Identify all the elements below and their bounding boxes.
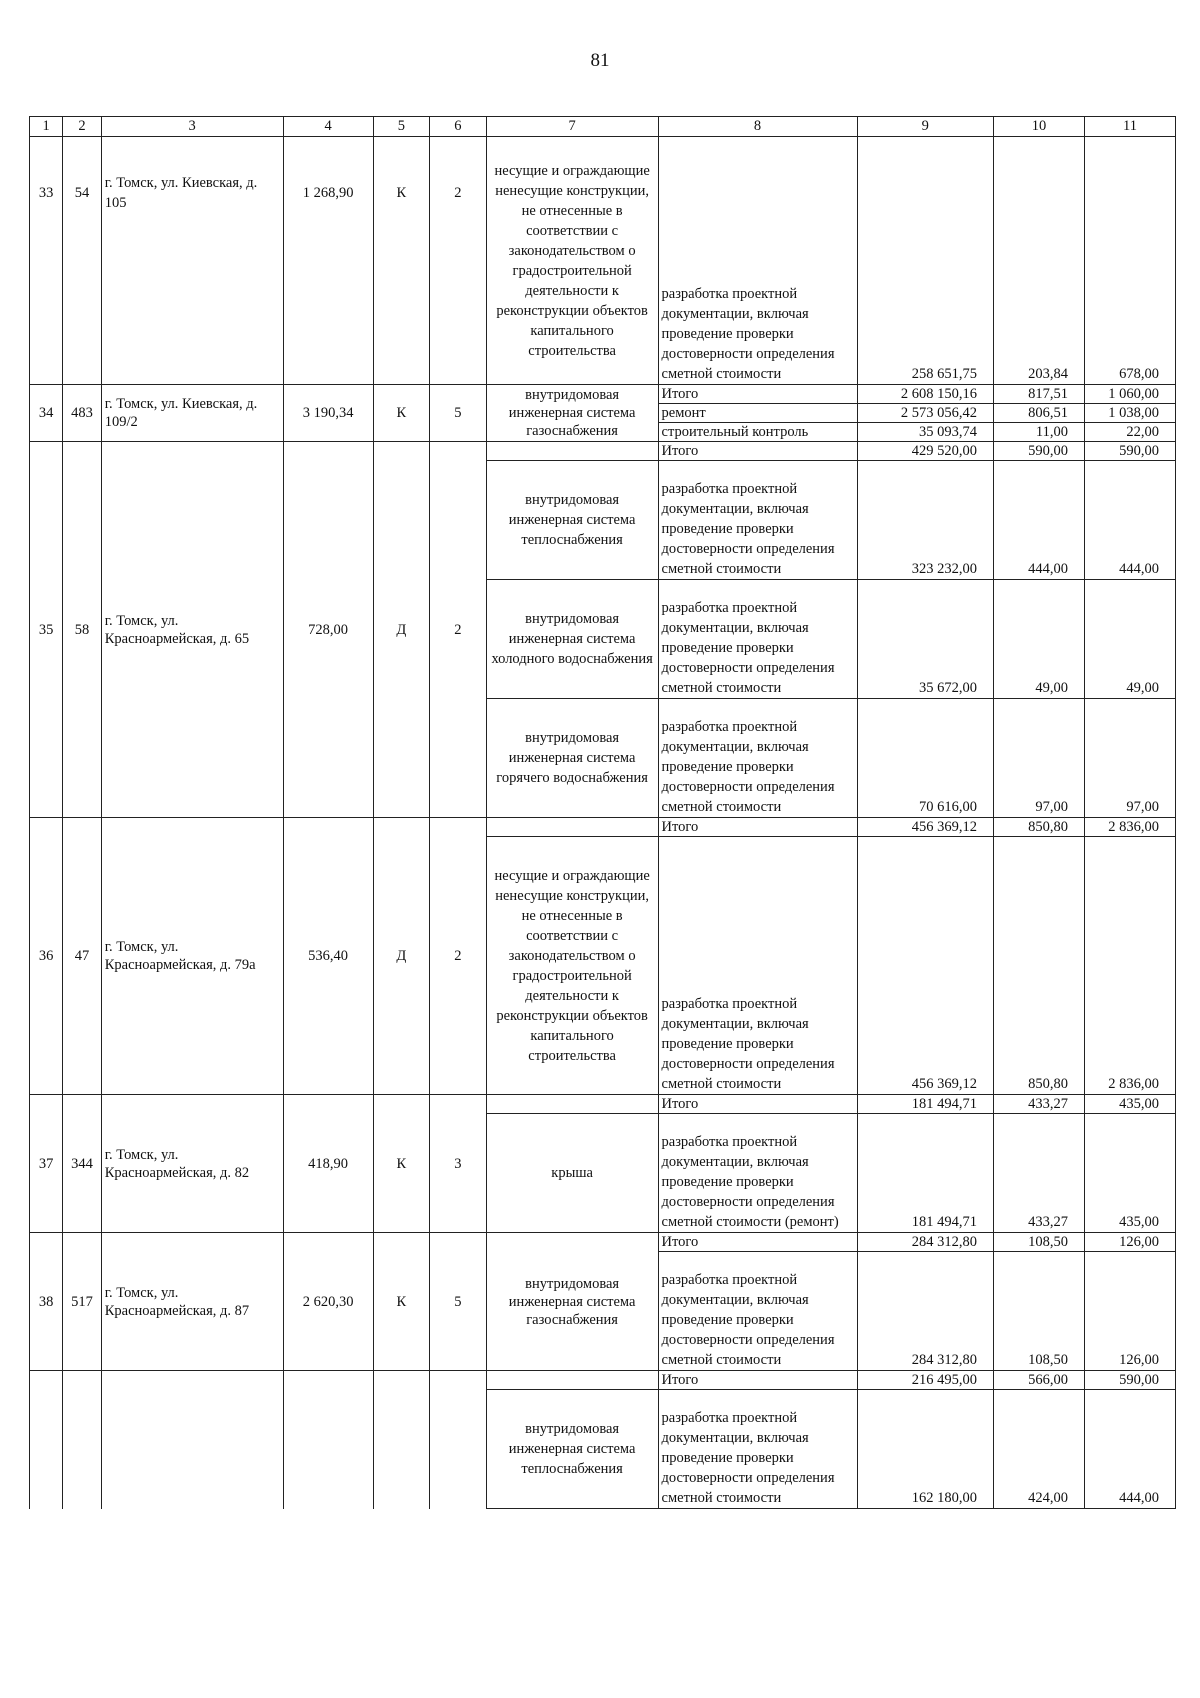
- area-empty: [283, 1371, 373, 1509]
- structure-element: внутридомовая инженерная система газоснабжения: [486, 1233, 658, 1371]
- floors: 3: [430, 1095, 487, 1233]
- unit-cost-value: 806,51: [994, 404, 1085, 423]
- structure-element: внутридомовая инженерная система газоснабжения: [486, 385, 658, 442]
- floors-empty: [430, 1371, 487, 1509]
- work-type: разработка проектной документации, включая проведение проверки достоверности определения сметной стоимости: [658, 699, 857, 818]
- work-type: разработка проектной документации, включая проведение проверки достоверности определения сметной стоимости: [658, 137, 857, 385]
- structure-element-empty: [486, 442, 658, 461]
- unit-cost-value: 203,84: [994, 137, 1085, 385]
- itogo-label: Итого: [658, 1233, 857, 1252]
- house-id: 483: [63, 385, 101, 442]
- unit-cost-value: 433,27: [994, 1114, 1085, 1233]
- row-number: 33: [30, 137, 63, 385]
- max-cost-value: 1 038,00: [1084, 404, 1175, 423]
- col-header: 9: [857, 117, 993, 137]
- structure-element: крыша: [486, 1114, 658, 1233]
- max-cost-value: 590,00: [1084, 1371, 1175, 1390]
- area: 418,90: [283, 1095, 373, 1233]
- table-row: [30, 1371, 1176, 1390]
- house-id-empty: [63, 1371, 101, 1509]
- row-number: 37: [30, 1095, 63, 1233]
- house-type: К: [373, 1095, 430, 1233]
- work-type: разработка проектной документации, включая проведение проверки достоверности определения сметной стоимости: [658, 837, 857, 1095]
- cost-value: 284 312,80: [857, 1233, 993, 1252]
- address: г. Томск, ул. Красноармейская, д. 79а: [101, 818, 283, 1095]
- area: 2 620,30: [283, 1233, 373, 1371]
- cost-value: 258 651,75: [857, 137, 993, 385]
- col-header: 10: [994, 117, 1085, 137]
- page-number: 81: [590, 50, 610, 71]
- area: 536,40: [283, 818, 373, 1095]
- col-header: 1: [30, 117, 63, 137]
- house-type: К: [373, 1233, 430, 1371]
- area: 1 268,90: [283, 137, 373, 385]
- floors: 2: [430, 818, 487, 1095]
- max-cost-value: 126,00: [1084, 1233, 1175, 1252]
- max-cost-value: 1 060,00: [1084, 385, 1175, 404]
- work-type: строительный контроль: [658, 423, 857, 442]
- house-type: Д: [373, 818, 430, 1095]
- itogo-label: Итого: [658, 1371, 857, 1390]
- work-type: разработка проектной документации, включая проведение проверки достоверности определения сметной стоимости: [658, 1252, 857, 1371]
- address: г. Томск, ул. Киевская, д. 105: [101, 137, 283, 385]
- unit-cost-value: 850,80: [994, 837, 1085, 1095]
- row-number: 38: [30, 1233, 63, 1371]
- work-type: ремонт: [658, 404, 857, 423]
- col-header: 8: [658, 117, 857, 137]
- cost-value: 456 369,12: [857, 818, 993, 837]
- cost-value: 2 608 150,16: [857, 385, 993, 404]
- max-cost-value: 435,00: [1084, 1095, 1175, 1114]
- col-header: 6: [430, 117, 487, 137]
- house-id: 517: [63, 1233, 101, 1371]
- row-number-empty: [30, 1371, 63, 1509]
- house-type-empty: [373, 1371, 430, 1509]
- house-type: К: [373, 137, 430, 385]
- house-id: 344: [63, 1095, 101, 1233]
- max-cost-value: 126,00: [1084, 1252, 1175, 1371]
- unit-cost-value: 444,00: [994, 461, 1085, 580]
- column-number-row: [30, 117, 1176, 137]
- table-row: [30, 137, 1176, 385]
- structure-element-empty: [486, 1095, 658, 1114]
- unit-cost-value: 433,27: [994, 1095, 1085, 1114]
- row-number: 34: [30, 385, 63, 442]
- unit-cost-value: 108,50: [994, 1252, 1085, 1371]
- floors: 5: [430, 385, 487, 442]
- house-type: К: [373, 385, 430, 442]
- max-cost-value: 2 836,00: [1084, 837, 1175, 1095]
- work-type: разработка проектной документации, включая проведение проверки достоверности определения сметной стоимости: [658, 1390, 857, 1509]
- unit-cost-value: 566,00: [994, 1371, 1085, 1390]
- house-id: 54: [63, 137, 101, 385]
- house-type: Д: [373, 442, 430, 818]
- table-row: [30, 442, 1176, 461]
- unit-cost-value: 108,50: [994, 1233, 1085, 1252]
- address: г. Томск, ул. Красноармейская, д. 82: [101, 1095, 283, 1233]
- max-cost-value: 678,00: [1084, 137, 1175, 385]
- cost-value: 35 093,74: [857, 423, 993, 442]
- table-row: [30, 1095, 1176, 1114]
- table-row: [30, 1233, 1176, 1252]
- cost-value: 162 180,00: [857, 1390, 993, 1509]
- cost-value: 2 573 056,42: [857, 404, 993, 423]
- col-header: 3: [101, 117, 283, 137]
- unit-cost-value: 49,00: [994, 580, 1085, 699]
- cost-value: 323 232,00: [857, 461, 993, 580]
- cost-value: 216 495,00: [857, 1371, 993, 1390]
- row-number: 35: [30, 442, 63, 818]
- col-header: 2: [63, 117, 101, 137]
- floors: 5: [430, 1233, 487, 1371]
- unit-cost-value: 817,51: [994, 385, 1085, 404]
- structure-element: несущие и ограждающие ненесущие конструкции, не отнесенные в соответствии с законодательством о градостроительной деятельности к реконструкции объектов капитального строительства: [486, 137, 658, 385]
- structure-element-empty: [486, 818, 658, 837]
- max-cost-value: 97,00: [1084, 699, 1175, 818]
- itogo-label: Итого: [658, 818, 857, 837]
- cost-value: 181 494,71: [857, 1114, 993, 1233]
- structure-element: внутридомовая инженерная система горячего водоснабжения: [486, 699, 658, 818]
- cost-value: 70 616,00: [857, 699, 993, 818]
- structure-element: внутридомовая инженерная система теплоснабжения: [486, 461, 658, 580]
- address: г. Томск, ул. Киевская, д. 109/2: [101, 385, 283, 442]
- address-empty: [101, 1371, 283, 1509]
- itogo-label: Итого: [658, 385, 857, 404]
- floors: 2: [430, 137, 487, 385]
- table-row: [30, 385, 1176, 404]
- row-number: 36: [30, 818, 63, 1095]
- col-header: 7: [486, 117, 658, 137]
- itogo-label: Итого: [658, 1095, 857, 1114]
- house-id: 47: [63, 818, 101, 1095]
- floors: 2: [430, 442, 487, 818]
- work-type: разработка проектной документации, включая проведение проверки достоверности определения сметной стоимости (ремонт): [658, 1114, 857, 1233]
- max-cost-value: 2 836,00: [1084, 818, 1175, 837]
- address: г. Томск, ул. Красноармейская, д. 65: [101, 442, 283, 818]
- cost-value: 456 369,12: [857, 837, 993, 1095]
- unit-cost-value: 590,00: [994, 442, 1085, 461]
- structure-element: внутридомовая инженерная система теплоснабжения: [486, 1390, 658, 1509]
- table-row: [30, 818, 1176, 837]
- structure-element-empty: [486, 1371, 658, 1390]
- address: г. Томск, ул. Красноармейская, д. 87: [101, 1233, 283, 1371]
- structure-element: внутридомовая инженерная система холодного водоснабжения: [486, 580, 658, 699]
- max-cost-value: 49,00: [1084, 580, 1175, 699]
- max-cost-value: 435,00: [1084, 1114, 1175, 1233]
- col-header: 4: [283, 117, 373, 137]
- repair-plan-table: [29, 116, 1176, 1509]
- unit-cost-value: 850,80: [994, 818, 1085, 837]
- max-cost-value: 444,00: [1084, 1390, 1175, 1509]
- max-cost-value: 444,00: [1084, 461, 1175, 580]
- house-id: 58: [63, 442, 101, 818]
- itogo-label: Итого: [658, 442, 857, 461]
- cost-value: 429 520,00: [857, 442, 993, 461]
- col-header: 11: [1084, 117, 1175, 137]
- structure-element: несущие и ограждающие ненесущие конструкции, не отнесенные в соответствии с законодательством о градостроительной деятельности к реконструкции объектов капитального строительства: [486, 837, 658, 1095]
- work-type: разработка проектной документации, включая проведение проверки достоверности определения сметной стоимости: [658, 580, 857, 699]
- max-cost-value: 590,00: [1084, 442, 1175, 461]
- cost-value: 284 312,80: [857, 1252, 993, 1371]
- unit-cost-value: 424,00: [994, 1390, 1085, 1509]
- cost-value: 35 672,00: [857, 580, 993, 699]
- max-cost-value: 22,00: [1084, 423, 1175, 442]
- unit-cost-value: 97,00: [994, 699, 1085, 818]
- col-header: 5: [373, 117, 430, 137]
- work-type: разработка проектной документации, включая проведение проверки достоверности определения сметной стоимости: [658, 461, 857, 580]
- area: 3 190,34: [283, 385, 373, 442]
- cost-value: 181 494,71: [857, 1095, 993, 1114]
- unit-cost-value: 11,00: [994, 423, 1085, 442]
- area: 728,00: [283, 442, 373, 818]
